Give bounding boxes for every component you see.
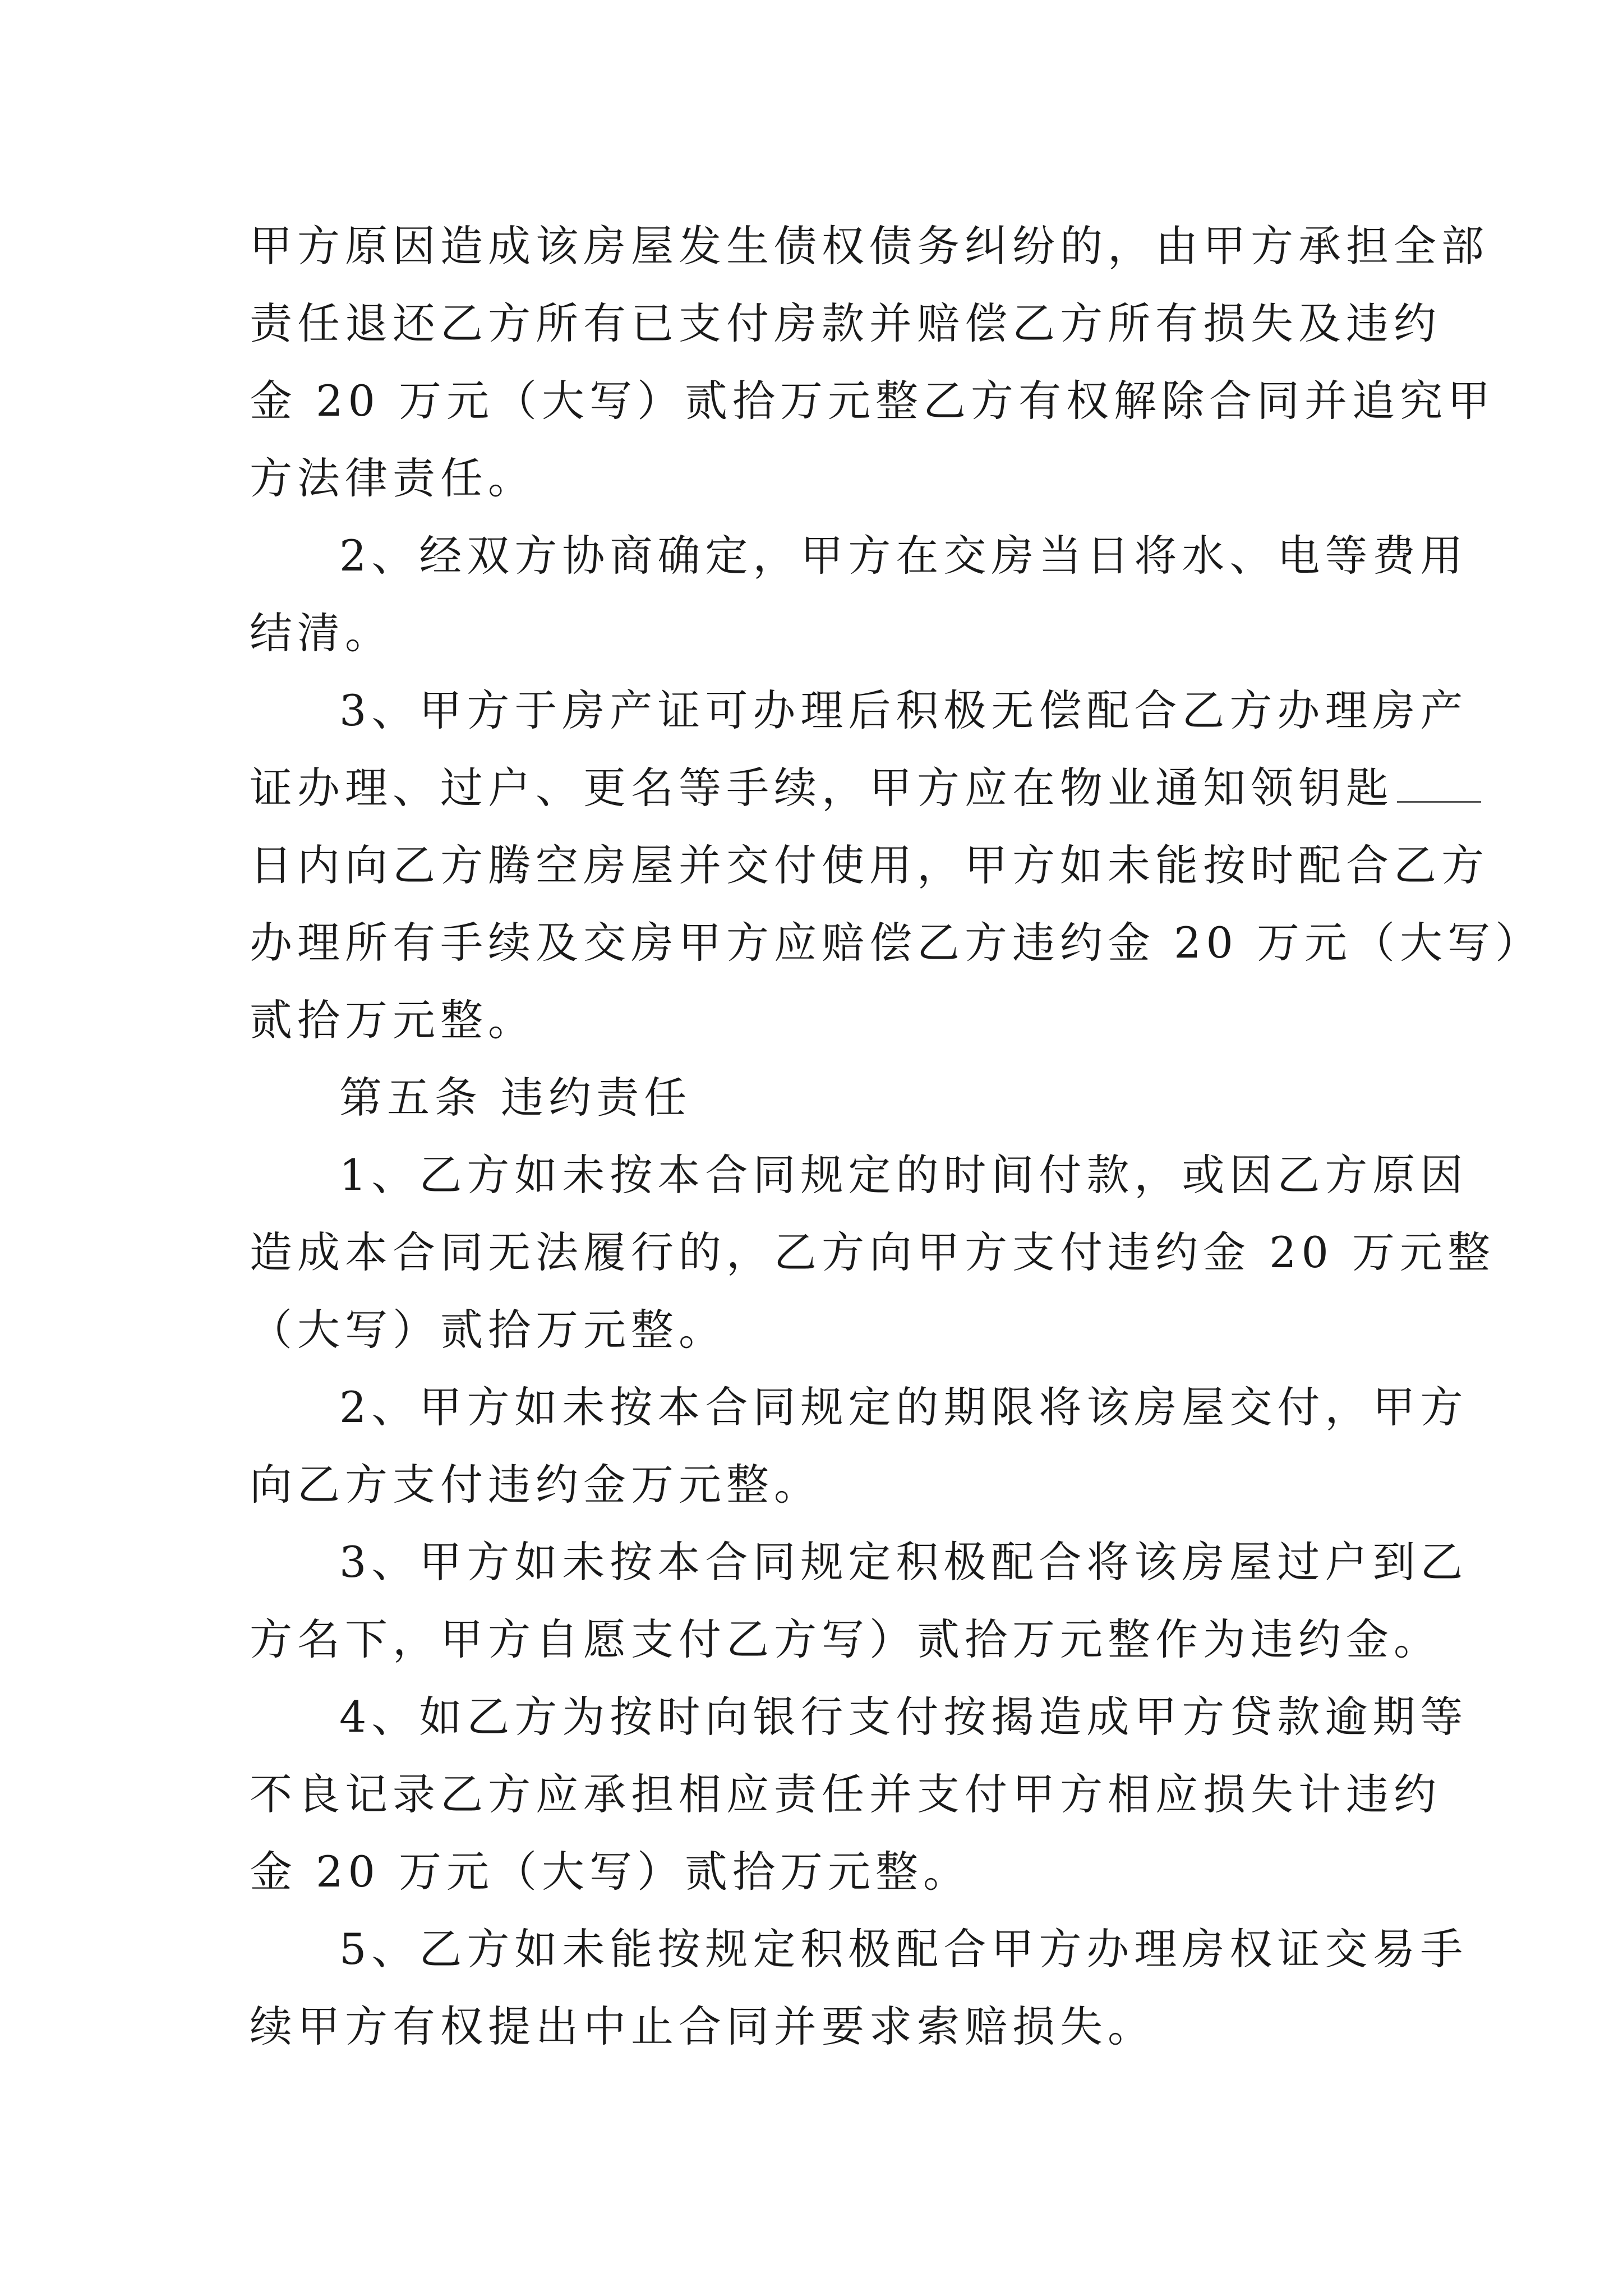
paragraph-item-4: 4、如乙方为按时向银行支付按揭造成甲方贷款逾期等 bbox=[339, 1692, 1468, 1742]
paragraph-item-5: 5、乙方如未能按规定积极配合甲方办理房权证交易手 bbox=[339, 1924, 1468, 1974]
contract-body-text bbox=[250, 208, 1543, 2065]
text-line: 金 20 万元（大写）贰拾万元整乙方有权解除合同并追究甲 bbox=[250, 376, 1496, 426]
text-line: 贰拾万元整。 bbox=[250, 995, 536, 1045]
text-line: 方名下，甲方自愿支付乙方写）贰拾万元整作为违约金。 bbox=[250, 1614, 1441, 1664]
paragraph-item-1: 1、乙方如未按本合同规定的时间付款，或因乙方原因 bbox=[339, 1150, 1468, 1200]
text-line: 造成本合同无法履行的，乙方向甲方支付违约金 20 万元整 bbox=[250, 1227, 1496, 1277]
text-line: 结清。 bbox=[250, 608, 393, 658]
text-line: 金 20 万元（大写）贰拾万元整。 bbox=[250, 1847, 971, 1897]
text-line: 向乙方支付违约金万元整。 bbox=[250, 1460, 822, 1510]
fill-in-blank bbox=[1397, 762, 1481, 803]
paragraph-item-3: 3、甲方于房产证可办理后积极无偿配合乙方办理房产 bbox=[339, 685, 1468, 735]
text-line: 方法律责任。 bbox=[250, 453, 536, 503]
paragraph-item-2: 2、经双方协商确定，甲方在交房当日将水、电等费用 bbox=[339, 531, 1468, 581]
section-heading: 第五条 违约责任 bbox=[339, 1073, 692, 1122]
text-line: 办理所有手续及交房甲方应赔偿乙方违约金 20 万元（大写） bbox=[250, 918, 1543, 968]
paragraph-item-2: 2、甲方如未按本合同规定的期限将该房屋交付，甲方 bbox=[339, 1382, 1468, 1432]
text-line: 甲方原因造成该房屋发生债权债务纠纷的，由甲方承担全部 bbox=[250, 221, 1489, 271]
text-line: 责任退还乙方所有已支付房款并赔偿乙方所有损失及违约 bbox=[250, 298, 1441, 348]
text-line: 日内向乙方腾空房屋并交付使用，甲方如未能按时配合乙方 bbox=[250, 840, 1489, 890]
text-line: （大写）贰拾万元整。 bbox=[250, 1305, 726, 1355]
text-segment: 证办理、过户、更名等手续，甲方应在物业通知领钥匙 bbox=[250, 763, 1394, 813]
text-line: 续甲方有权提出中止合同并要求索赔损失。 bbox=[250, 2001, 1155, 2051]
text-line-with-blank bbox=[250, 749, 1394, 827]
text-line: 不良记录乙方应承担相应责任并支付甲方相应损失计违约 bbox=[250, 1769, 1441, 1819]
paragraph-item-3: 3、甲方如未按本合同规定积极配合将该房屋过户到乙 bbox=[339, 1537, 1468, 1587]
